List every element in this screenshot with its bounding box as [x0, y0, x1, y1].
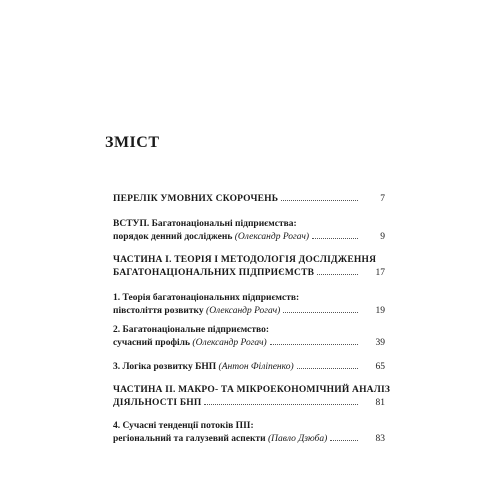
toc-entry-title: ВСТУП. Багатонаціональні підприємства:: [113, 219, 297, 229]
toc-entry-title: 4. Сучасні тенденції потоків ПІІ:: [113, 421, 254, 431]
toc-entry-author: (Олександр Рогач): [206, 306, 281, 316]
toc-entry[interactable]: [113, 292, 385, 317]
dot-leader: [330, 432, 358, 441]
toc-entry[interactable]: [113, 218, 385, 243]
dot-leader: [204, 396, 358, 405]
toc-page-number: 39: [375, 338, 385, 348]
dot-leader: [270, 336, 358, 345]
dot-leader: [312, 230, 358, 239]
toc-page-number: 9: [380, 232, 385, 242]
toc-page-number: 83: [375, 434, 385, 444]
toc-entry-author: (Олександр Рогач): [234, 232, 310, 242]
page-title: ЗМІСТ: [105, 134, 160, 151]
toc-entry[interactable]: [113, 360, 385, 373]
toc-entry-title: ПЕРЕЛІК УМОВНИХ СКОРОЧЕНЬ: [113, 194, 279, 204]
toc-entry-subtitle: БАГАТОНАЦІОНАЛЬНИХ ПІДПРИЄМСТВ: [113, 268, 315, 278]
dot-leader: [297, 360, 358, 369]
toc-entry-title: 2. Багатонаціональне підприємство:: [113, 325, 270, 335]
toc-entry[interactable]: [113, 192, 385, 205]
toc-entry[interactable]: [113, 384, 391, 409]
toc-page-number: 81: [375, 398, 385, 408]
toc-entry-author: (Олександр Рогач): [192, 338, 267, 348]
toc-page-number: 17: [375, 268, 385, 278]
toc-entry-subtitle: сучасний профіль: [113, 338, 191, 348]
dot-leader: [317, 266, 358, 275]
toc-entry-subtitle: порядок денний досліджень: [113, 232, 233, 242]
toc-entry-author: (Павло Дзюба): [267, 434, 328, 444]
toc-entry[interactable]: [113, 420, 385, 445]
toc-entry-title: ЧАСТИНА ІІ. МАКРО- ТА МІКРОЕКОНОМІЧНИЙ АНАЛІЗ: [113, 385, 391, 395]
toc-entry-author: (Антон Філіпенко): [218, 362, 294, 372]
toc-entry-title: 3. Логіка розвитку БНП: [113, 362, 217, 372]
toc-entry[interactable]: [113, 254, 385, 279]
dot-leader: [283, 304, 358, 313]
toc-page-number: 65: [375, 362, 385, 372]
toc-page-number: 19: [375, 306, 385, 316]
toc-entry-subtitle: півстоліття розвитку: [113, 306, 204, 316]
toc-page-number: 7: [380, 194, 385, 204]
toc-entry[interactable]: [113, 324, 385, 349]
dot-leader: [281, 192, 358, 201]
toc-entry-subtitle: регіональний та галузевий аспекти: [113, 434, 266, 444]
toc-entry-title: 1. Теорія багатонаціональних підприємств:: [113, 293, 300, 303]
toc-entry-title: ЧАСТИНА І. ТЕОРІЯ І МЕТОДОЛОГІЯ ДОСЛІДЖЕННЯ: [113, 255, 377, 265]
toc-entry-subtitle: ДІЯЛЬНОСТІ БНП: [113, 398, 202, 408]
